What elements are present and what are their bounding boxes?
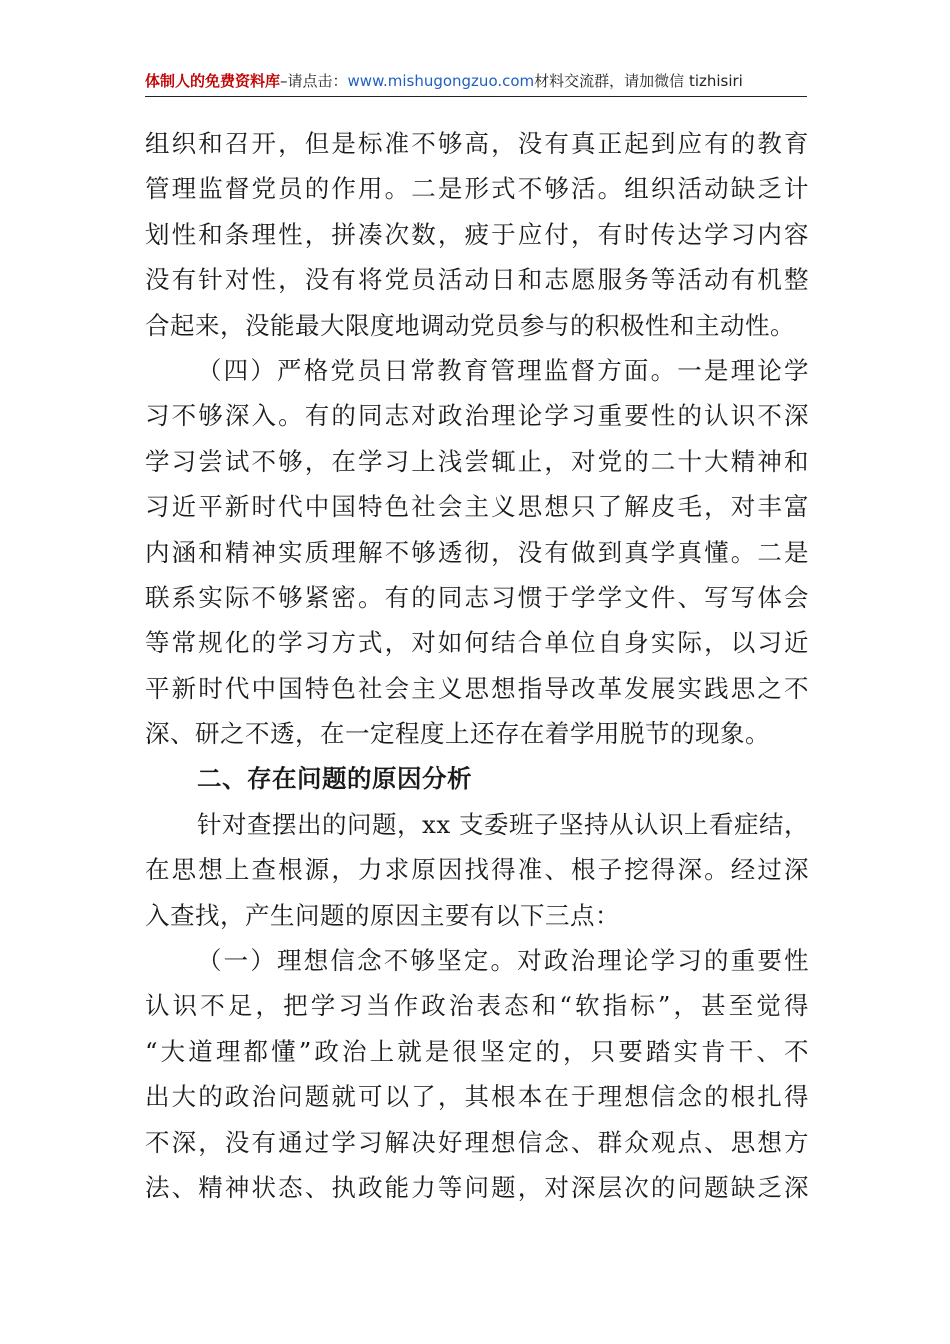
body-line: 不深，没有通过学习解决好理想信念、群众观点、思想方 [145,1127,809,1157]
body-line: （一）理想信念不够坚定。对政治理论学习的重要性 [197,946,809,976]
header-link[interactable]: www.mishugongzuo.com [347,72,535,90]
body-line: 习近平新时代中国特色社会主义思想只了解皮毛，对丰富 [145,492,809,522]
header-prompt: –请点击： [280,72,348,90]
body-line: 内涵和精神实质理解不够透彻，没有做到真学真懂。二是 [145,537,809,567]
body-line: “大道理都懂”政治上就是很坚定的，只要踏实肯干、不 [145,1036,809,1066]
body-line: 划性和条理性，拼凑次数，疲于应付，有时传达学习内容 [145,219,809,249]
body-line: 出大的政治问题就可以了，其根本在于理想信念的根扎得 [145,1082,809,1112]
document-body [145,121,809,1201]
body-line: 在思想上查根源，力求原因找得准、根子挖得深。经过深 [145,855,809,885]
body-line: 入查找，产生问题的原因主要有以下三点： [145,900,620,930]
body-line: 深、研之不透，在一定程度上还存在着学用脱节的现象。 [145,719,770,749]
body-line: 认识不足，把学习当作政治表态和“软指标”，甚至觉得 [145,991,809,1021]
body-line: 合起来，没能最大限度地调动党员参与的积极性和主动性。 [145,310,795,340]
body-line: （四）严格党员日常教育管理监督方面。一是理论学 [197,355,809,385]
body-line: 法、精神状态、执政能力等问题，对深层次的问题缺乏深 [145,1172,809,1201]
body-line: 平新时代中国特色社会主义思想指导改革发展实践思之不 [145,673,809,703]
body-line: 联系实际不够紧密。有的同志习惯于学学文件、写写体会 [145,582,809,612]
header-note: 材料交流群，请加微信 tizhisiri [534,72,743,90]
header-brand: 体制人的免费资料库 [145,72,281,90]
body-line: 针对查摆出的问题，xx 支委班子坚持从认识上看症结， [197,809,809,839]
body-line: 管理监督党员的作用。二是形式不够活。组织活动缺乏计 [145,174,809,204]
body-line: 习不够深入。有的同志对政治理论学习重要性的认识不深 [145,401,809,431]
page-header [145,66,807,97]
body-line: 组织和召开，但是标准不够高，没有真正起到应有的教育 [145,129,809,158]
section-heading: 二、存在问题的原因分析 [197,764,472,794]
body-line: 没有针对性，没有将党员活动日和志愿服务等活动有机整 [145,265,809,295]
body-line: 学习尝试不够，在学习上浅尝辄止，对党的二十大精神和 [145,446,809,476]
body-line: 等常规化的学习方式，对如何结合单位自身实际，以习近 [145,628,809,658]
